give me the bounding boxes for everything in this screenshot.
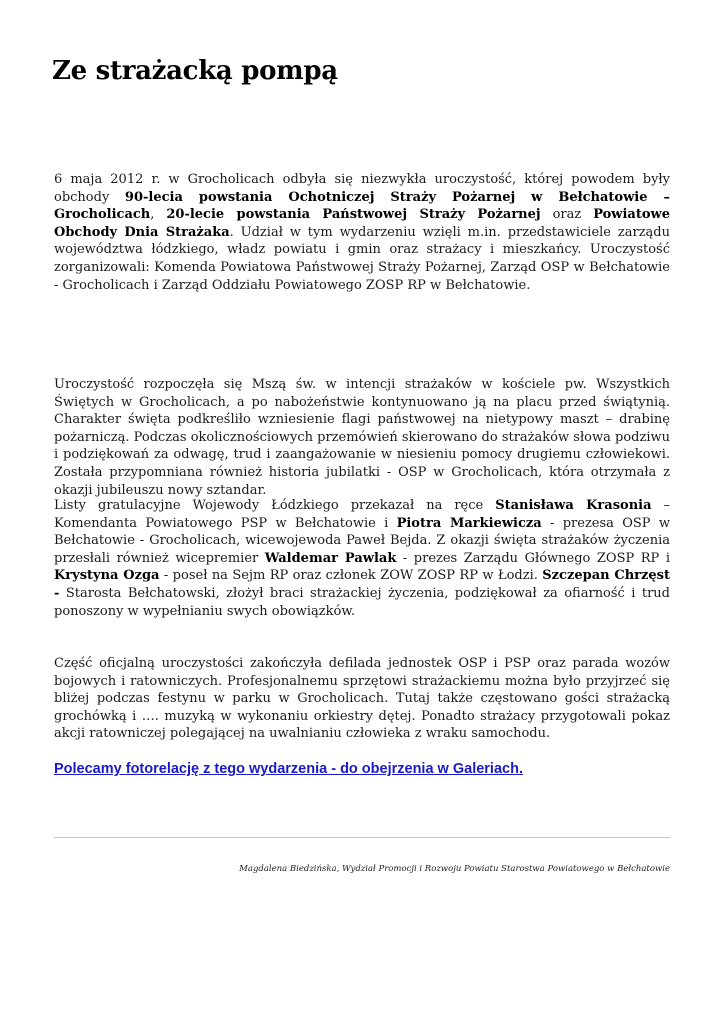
text-run: Starosta Bełchatowski, złożył braci strażackiej życzenia, podziękował za ofiarność i trud ponoszony w wypełnianiu swych obowiązków. [54, 585, 670, 619]
text-run: - prezes Zarządu Głównego ZOSP RP i [396, 550, 670, 566]
text-run: - poseł na Sejm RP oraz członek ZOW ZOSP RP w Łodzi. [159, 568, 543, 584]
bold-run: Powiatowe Obchody Dnia Strażaka [54, 207, 670, 240]
bold-run: Waldemar Pawlak [264, 550, 397, 566]
text-run: . Udział w tym wydarzeniu wzięli m.in. przedstawiciele zarządu województwa łódzkiego, władz powiatu i gmin oraz strażacy i mieszkańcy. Uroczystość zorganizowali: Komenda Powiatowa Państwowej Straży Pożarnej, Zarząd OSP w Bełchatowie - Grocholicach i Zarząd Oddziału Powiatowego ZOSP RP w Bełchatowie. [54, 224, 670, 293]
paragraph-congratulations [54, 497, 670, 620]
text-run: oraz [540, 207, 594, 223]
footer-divider [54, 837, 670, 838]
bold-run: Krystyna Ozga [54, 568, 160, 584]
bold-run: Piotra Markiewicza [396, 515, 542, 531]
bold-run: Szczepan Chrzęst - [54, 568, 670, 601]
bold-run: Stanisława Krasonia [495, 498, 652, 513]
paragraph-ceremony: Uroczystość rozpoczęła się Mszą św. w intencji strażaków w kościele pw. Wszystkich Świętych w Grocholicach, a po nabożeństwie kontynuowano ją na placu przed świątynią. Charakter święta podkreśliło wzniesienie flagi państwowej na nietypowy maszt – drabinę pożarniczą. Podczas okolicznościowych przemówień skierowano do strażaków słowa podziwu i podziękowań za odwagę, trud i zaangażowanie w niesieniu pomocy drugiemu człowiekowi. Została przypomniana również historia jubilatki - OSP w Grocholicach, która otrzymała z okazji jubileuszu nowy sztandar. [54, 377, 670, 498]
text-run: 6 maja 2012 r. w Grocholicach odbyła się niezwykła uroczystość, której powodem były obchody [54, 172, 670, 205]
text-run: , [150, 207, 167, 223]
text-run: – Komendanta Powiatowego PSP w Bełchatowie i [54, 498, 671, 531]
page-title: Ze strażacką pompą [52, 56, 338, 86]
gallery-link[interactable]: Polecamy fotorelację z tego wydarzenia - do obejrzenia w Galeriach. [54, 761, 523, 777]
bold-run: 90-lecia powstania Ochotniczej Straży Pożarnej w Bełchatowie – Grocholicach [54, 189, 670, 223]
paragraph-intro [54, 171, 670, 294]
paragraph-festival: Część oficjalną uroczystości zakończyła defilada jednostek OSP i PSP oraz parada wozów bojowych i ratowniczych. Profesjonalnemu sprzętowi strażackiemu można było przyjrzeć się bliżej podczas festynu w parku w Grocholicach. Tutaj także częstowano gości strażacką grochówką i …. muzyką w wykonaniu orkiestry dętej. Ponadto strażacy przygotowali pokaz akcji ratowniczej polegającej na uwalnianiu człowieka z wraku samochodu. [54, 656, 670, 742]
text-run: - prezesa OSP w Bełchatowie - Grocholicach, wicewojewoda Paweł Bejda. Z okazji święta strażaków życzenia przesłali również wicepremier [54, 515, 670, 566]
text-run: Listy gratulacyjne Wojewody Łódzkiego przekazał na ręce [54, 498, 496, 513]
bold-run: 20-lecie powstania Państwowej Straży Pożarnej [166, 207, 541, 223]
author-credit: Magdalena Biedzińska, Wydział Promocji i Rozwoju Powiatu Starostwa Powiatowego w Bełchatowie [239, 864, 670, 874]
